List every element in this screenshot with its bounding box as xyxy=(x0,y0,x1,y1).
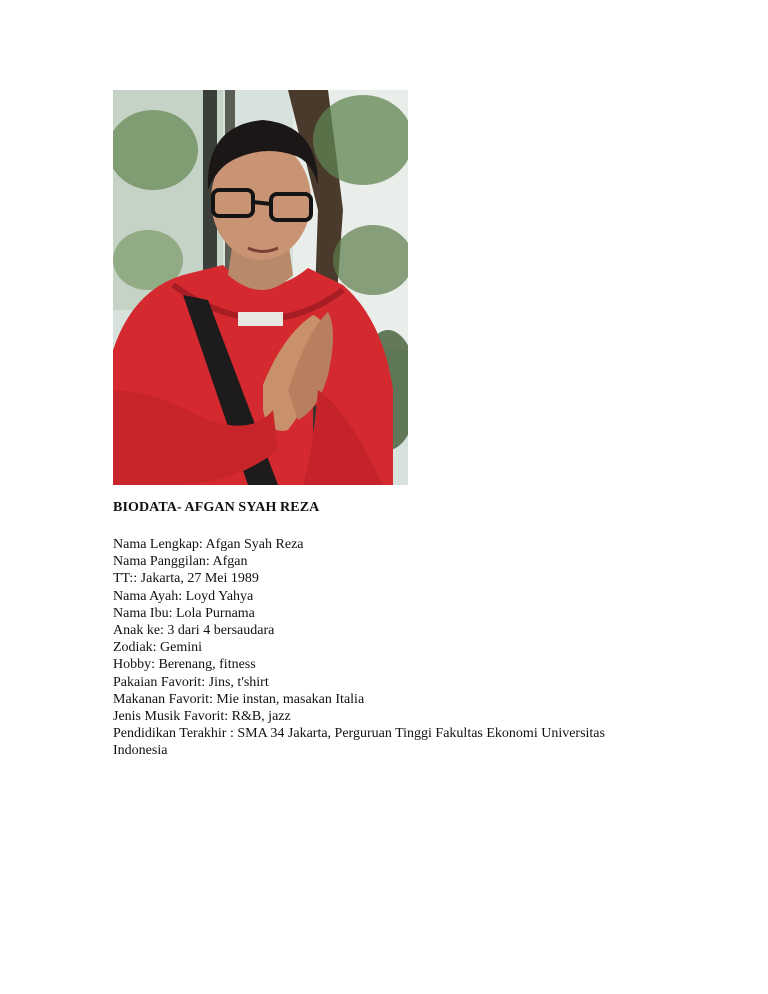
biodata-list xyxy=(113,536,658,760)
field-nama-ayah: Nama Ayah: Loyd Yahya xyxy=(113,588,254,604)
field-hobby: Hobby: Berenang, fitness xyxy=(113,657,256,673)
field-ttl: TT:: Jakarta, 27 Mei 1989 xyxy=(113,571,259,587)
field-nama-lengkap: Nama Lengkap: Afgan Syah Reza xyxy=(113,537,304,552)
field-pendidikan-terakhir: Pendidikan Terakhir : SMA 34 Jakarta, Perguruan Tinggi Fakultas Ekonomi Universitas Indonesia xyxy=(113,726,605,759)
field-makanan-favorit: Makanan Favorit: Mie instan, masakan Italia xyxy=(113,691,365,707)
field-jenis-musik-favorit: Jenis Musik Favorit: R&B, jazz xyxy=(113,709,291,725)
field-nama-panggilan: Nama Panggilan: Afgan xyxy=(113,554,248,570)
field-anak-ke: Anak ke: 3 dari 4 bersaudara xyxy=(113,623,275,639)
field-pakaian-favorit: Pakaian Favorit: Jins, t'shirt xyxy=(113,674,269,690)
field-zodiak: Zodiak: Gemini xyxy=(113,640,203,656)
field-nama-ibu: Nama Ibu: Lola Purnama xyxy=(113,605,255,621)
portrait-illustration xyxy=(113,90,408,485)
document-heading: BIODATA- AFGAN SYAH REZA xyxy=(113,500,320,515)
portrait-photo xyxy=(113,90,408,485)
